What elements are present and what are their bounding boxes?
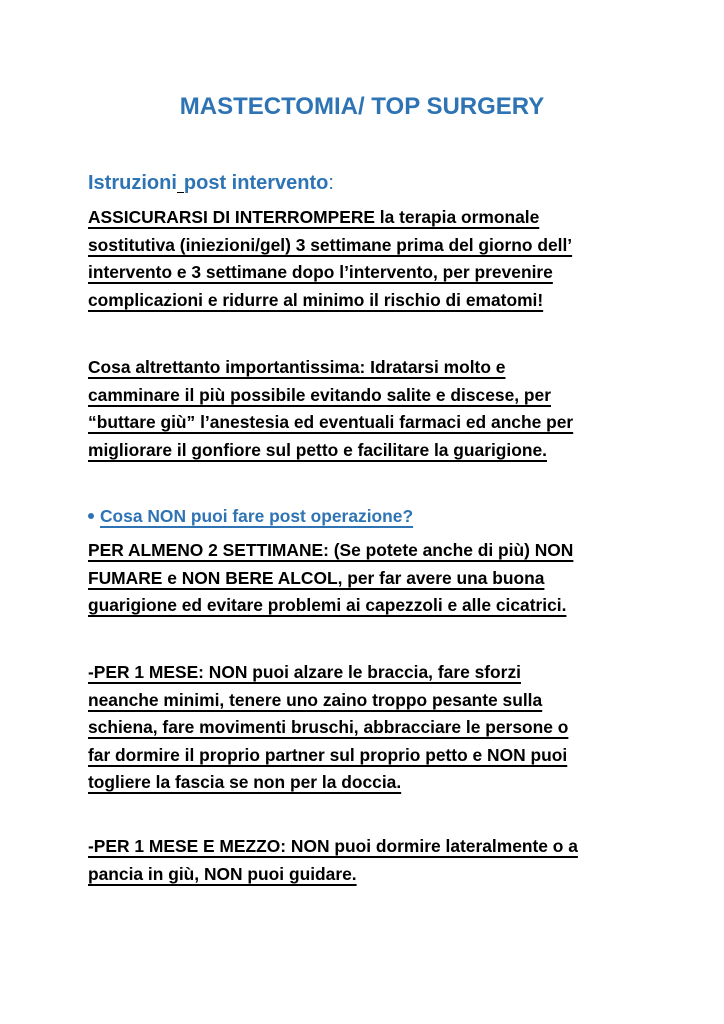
paragraph-line: neanche minimi, tenere uno zaino troppo pesante sulla bbox=[88, 689, 543, 710]
paragraph-line: -PER 1 MESE: NON puoi alzare le braccia, fare sforzi bbox=[88, 662, 521, 682]
section-heading-rest: post intervento bbox=[183, 172, 329, 194]
paragraph-line: FUMARE e NON BERE ALCOL, per far avere una buona bbox=[88, 567, 545, 588]
two-weeks-restriction bbox=[88, 537, 648, 620]
hormone-therapy-paragraph bbox=[88, 204, 648, 314]
hydration-paragraph bbox=[88, 354, 648, 464]
paragraph-line: “buttare giù” l’anestesia ed eventuali farmaci ed anche per bbox=[88, 412, 574, 432]
section-heading-word: Istruzioni bbox=[88, 172, 177, 194]
paragraph-line: far dormire il proprio partner sul proprio petto e NON puoi bbox=[88, 744, 568, 765]
paragraph-line: complicazioni e ridurre al minimo il rischio di ematomi! bbox=[88, 289, 544, 310]
section-heading-colon: : bbox=[328, 172, 334, 194]
one-month-restriction bbox=[88, 659, 648, 797]
underlined-space bbox=[177, 172, 184, 193]
restrictions-heading bbox=[88, 503, 413, 530]
one-and-half-month-restriction bbox=[88, 833, 648, 888]
paragraph-line: intervento e 3 settimane dopo l’intervento, per prevenire bbox=[88, 262, 553, 282]
paragraph-line: PER ALMENO 2 SETTIMANE: (Se potete anche di più) NON bbox=[88, 540, 574, 560]
paragraph-line: sostitutiva (iniezioni/gel) 3 settimane prima del giorno dell’ bbox=[88, 234, 573, 255]
paragraph-line: togliere la fascia se non per la doccia. bbox=[88, 772, 402, 792]
paragraph-line: guarigione ed evitare problemi ai capezzoli e alle cicatrici. bbox=[88, 595, 567, 615]
paragraph-line: migliorare il gonfiore sul petto e facilitare la guarigione. bbox=[88, 439, 548, 460]
paragraph-line: schiena, fare movimenti bruschi, abbracciare le persone o bbox=[88, 717, 569, 737]
bullet-icon bbox=[88, 513, 94, 519]
document-title: MASTECTOMIA/ TOP SURGERY bbox=[179, 93, 545, 120]
paragraph-line: ASSICURARSI DI INTERROMPERE la terapia ormonale bbox=[88, 207, 540, 227]
paragraph-line: -PER 1 MESE E MEZZO: NON puoi dormire lateralmente o a bbox=[88, 836, 578, 856]
section-heading bbox=[88, 168, 334, 198]
paragraph-line: pancia in giù, NON puoi guidare. bbox=[88, 863, 357, 884]
paragraph-line: Cosa altrettanto importantissima: Idratarsi molto e bbox=[88, 357, 506, 377]
restrictions-heading-text: Cosa NON puoi fare post operazione? bbox=[100, 506, 414, 526]
paragraph-line: camminare il più possibile evitando salite e discese, per bbox=[88, 384, 551, 405]
